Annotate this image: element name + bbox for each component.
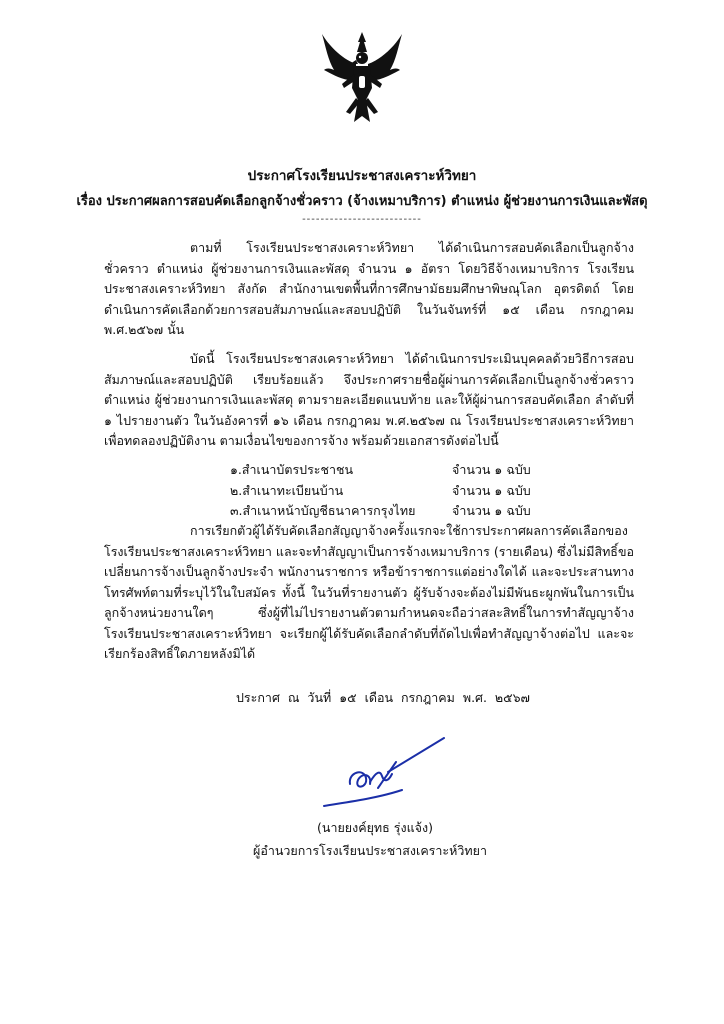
title-divider: -------------------------- bbox=[302, 214, 422, 225]
document-name: ๑.สำเนาบัตรประชาชน bbox=[230, 462, 354, 478]
paragraph-conditions bbox=[104, 521, 634, 665]
required-documents-list bbox=[230, 460, 560, 522]
signer-position: ผู้อำนวยการโรงเรียนประชาสงเคราะห์วิทยา bbox=[253, 843, 487, 858]
paragraph-text: บัดนี้ โรงเรียนประชาสงเคราะห์วิทยา ได้ดำเนินการประเมินบุคคลด้วยวิธีการสอบสัมภาษณ์และสอบปฏิบัติ เรียบร้อยแล้ว จึงประกาศรายชื่อผู้ผ่านการคัดเลือกเป็นลูกจ้างชั่วคราว ตำแหน่ง ผู้ช่วยงานการเงินและพัสดุ ตามรายละเอียดแนบท้าย และให้ผู้ผ่านการสอบคัดเลือก ลำดับที่ ๑ ไปรายงานตัว ในวันอังคารที่ ๑๖ เดือน กรกฎาคม พ.ศ.๒๕๖๗ ณ โรงเรียนประชาสงเคราะห์วิทยา เพื่อทดลองปฏิบัติงาน ตามเงื่อนไขของการจ้าง พร้อมด้วยเอกสารดังต่อไปนี้ bbox=[104, 351, 634, 448]
paragraph-announcement bbox=[104, 238, 634, 341]
document-item bbox=[230, 481, 560, 502]
document-quantity: จำนวน ๑ ฉบับ bbox=[452, 462, 531, 478]
handwritten-signature-icon bbox=[318, 732, 448, 812]
signer-name: (นายยงค์ยุทธ รุ่งแจ้ง) bbox=[317, 820, 433, 835]
document-item bbox=[230, 460, 560, 481]
document-quantity: จำนวน ๑ ฉบับ bbox=[452, 503, 531, 519]
announcement-date: ประกาศ ณ วันที่ ๑๕ เดือน กรกฎาคม พ.ศ. ๒๕๖๗ bbox=[236, 690, 530, 705]
document-item bbox=[230, 501, 560, 522]
paragraph-text: ตามที่ โรงเรียนประชาสงเคราะห์วิทยา ได้ดำเนินการสอบคัดเลือกเป็นลูกจ้างชั่วคราว ตำแหน่ง ผู้ช่วยงานการเงินและพัสดุ จำนวน ๑ อัตรา โดยวิธีจ้างเหมาบริการ โรงเรียนประชาสงเคราะห์วิทยา สังกัด สำนักงานเขตพื้นที่การศึกษามัธยมศึกษาพิษณุโลก อุตรดิตถ์ โดยดำเนินการคัดเลือกด้วยการสอบสัมภาษณ์และสอบปฏิบัติ ในวันจันทร์ที่ ๑๕ เดือน กรกฎาคม พ.ศ.๒๕๖๗ นั้น bbox=[104, 240, 634, 337]
document-name: ๒.สำเนาทะเบียนบ้าน bbox=[230, 482, 344, 498]
paragraph-text: การเรียกตัวผู้ได้รับคัดเลือกสัญญาจ้างครั้งแรกจะใช้การประกาศผลการคัดเลือกของโรงเรียนประชาสงเคราะห์วิทยา และจะทำสัญญาเป็นการจ้างเหมาบริการ (รายเดือน) ซึ่งไม่มีสิทธิ์ขอเปลี่ยนการจ้างเป็นลูกจ้างประจำ พนักงานราชการ หรือข้าราชการแต่อย่างใดได้ และจะประสานทางโทรศัพท์ตามที่ระบุไว้ในใบสมัคร ทั้งนี้ ในวันที่รายงานตัว ผู้รับจ้างจะต้องไม่มีพันธะผูกพันในการเป็นลูกจ้างหน่วยงานใดๆ ซึ่งผู้ที่ไม่ไปรายงานตัวตามกำหนดจะถือว่าสละสิทธิ์ในการทำสัญญาจ้าง โรงเรียนประชาสงเคราะห์วิทยา จะเรียกผู้ได้รับคัดเลือกลำดับที่ถัดไปเพื่อทำสัญญาจ้างต่อไป และจะเรียกร้องสิทธิ์ใดภายหลังมิได้ bbox=[104, 523, 634, 661]
garuda-emblem-icon bbox=[320, 30, 404, 126]
paragraph-result bbox=[104, 349, 634, 452]
document-name: ๓.สำเนาหน้าบัญชีธนาคารกรุงไทย bbox=[230, 503, 416, 519]
document-title: ประกาศโรงเรียนประชาสงเคราะห์วิทยา bbox=[247, 168, 477, 184]
document-subject: เรื่อง ประกาศผลการสอบคัดเลือกลูกจ้างชั่วคราว (จ้างเหมาบริการ) ตำแหน่ง ผู้ช่วยงานการเงินและพัสดุ bbox=[76, 194, 648, 209]
document-quantity: จำนวน ๑ ฉบับ bbox=[452, 482, 531, 498]
